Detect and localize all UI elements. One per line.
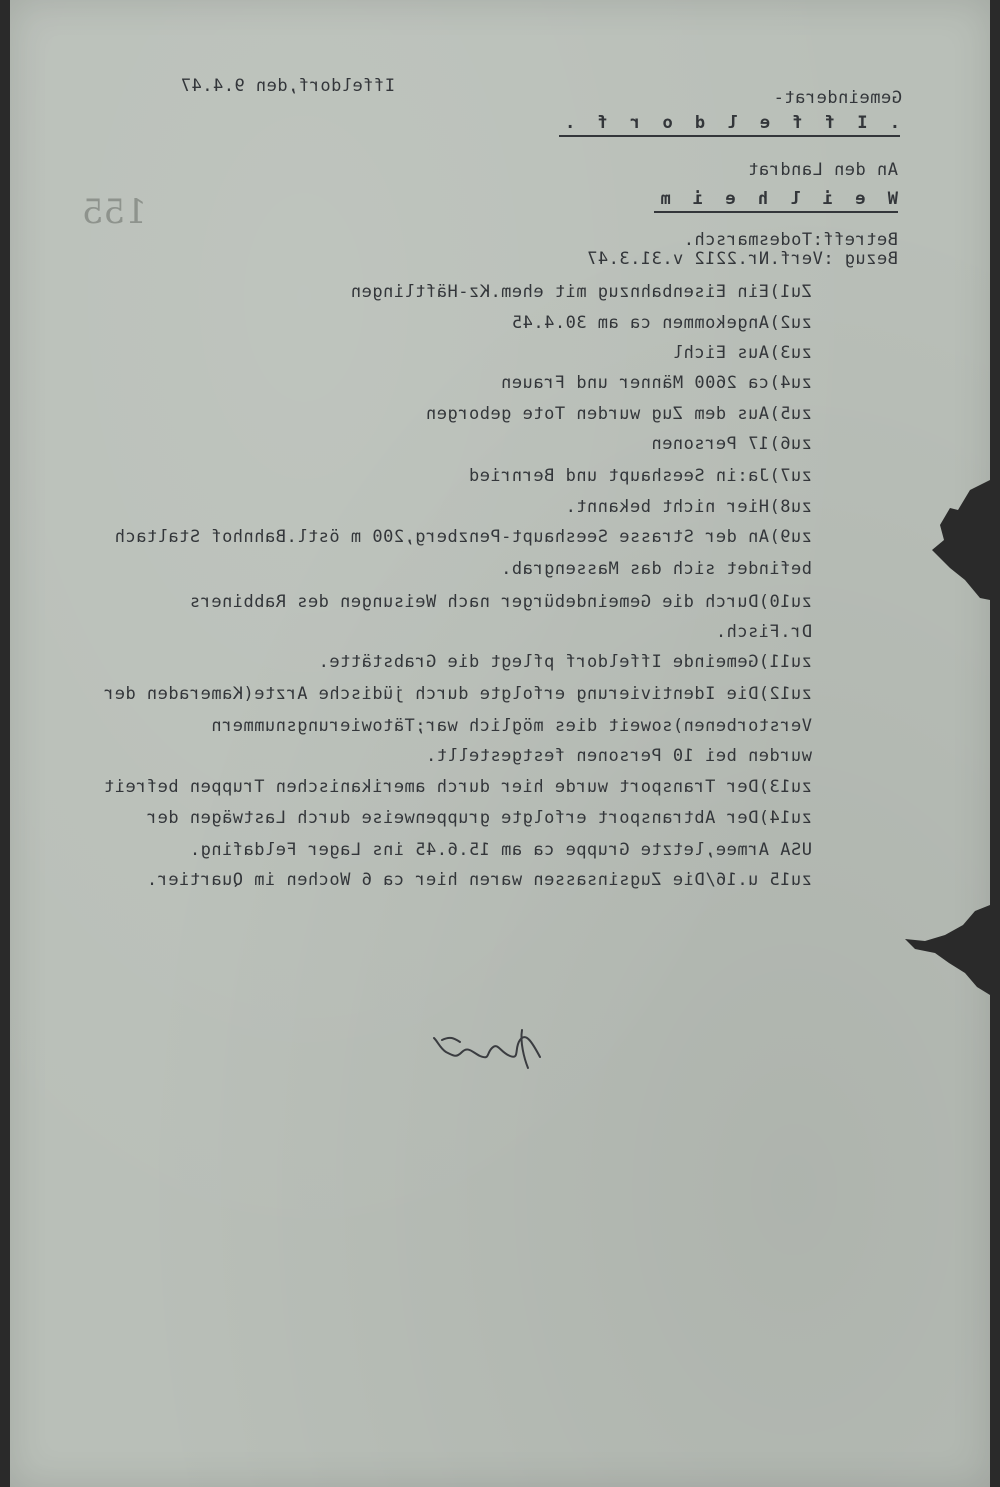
item-6: zu6)17 Personen bbox=[650, 434, 812, 454]
torn-edge-lower bbox=[905, 905, 990, 995]
item-3: zu3)Aus Eichl bbox=[672, 343, 812, 363]
item-2: zu2)Angekommen ca am 30.4.45 bbox=[511, 313, 812, 333]
item-11: zu11)Gemeinde Iffeldorf pflegt die Grabstätte. bbox=[318, 652, 812, 672]
archive-page-number: 155 bbox=[82, 192, 147, 232]
item-14: zu14)Der Abtransport erfolgte gruppenweise durch Lastwägen der bbox=[146, 808, 812, 828]
torn-edge bbox=[910, 480, 990, 600]
recipient-line-1: An den Landrat bbox=[747, 160, 898, 180]
item-8: zu8)Hier nicht bekannt. bbox=[565, 497, 812, 517]
place-date: Iffeldorf,den 9.4.47 bbox=[180, 76, 395, 96]
item-10-cont: Dr.Fisch. bbox=[715, 622, 812, 642]
item-5: zu5)Aus dem Zug wurden Tote geborgen bbox=[425, 404, 812, 424]
item-14-cont: USA Armee,letzte Gruppe ca am 15.6.45 ins Lager Feldafing. bbox=[189, 840, 812, 860]
subject-betreff: Betreff:Todesmarsch. bbox=[683, 230, 898, 250]
item-9-cont: befindet sich das Massengrab. bbox=[500, 559, 812, 579]
mirrored-text-layer bbox=[10, 0, 990, 1487]
item-12: zu12)Die Identivierung erfolgte durch jüdische Arzte(Kameraden der bbox=[103, 684, 812, 704]
item-9: zu9)An der Strasse Seeshaupt-Penzberg,200 m östl.Bahnhof Staltach bbox=[114, 527, 812, 547]
subject-bezug: Bezug :Verf.Nr.2212 v.31.3.47 bbox=[586, 249, 898, 269]
item-7: zu7)Ja:in Seeshaupt und Bernried bbox=[468, 466, 812, 486]
recipient-line-2: W e i l h e i m bbox=[654, 189, 898, 213]
item-15-16: zu15 u.16/Die Zugsinsassen waren hier ca 6 Wochen im Quartier. bbox=[146, 870, 812, 890]
item-4: zu4)ca 2600 Männer und Frauen bbox=[500, 373, 812, 393]
signature bbox=[410, 1012, 550, 1082]
sender-line-1: Gemeinderat- bbox=[773, 88, 902, 108]
item-12-cont-1: Verstorbenen)soweit dies möglich war;Tätowierungsnummern bbox=[210, 716, 812, 736]
item-13: zu13)Der Transport wurde hier durch amerikanischen Truppen befreit bbox=[103, 777, 812, 797]
item-12-cont-2: wurden bei 10 Personen festgestellt. bbox=[425, 746, 812, 766]
item-1: Zu1)Ein Eisenbahnzug mit ehem.Kz-Häftlingen bbox=[350, 282, 812, 302]
sender-line-2: . I f f e l d o r f . bbox=[559, 113, 900, 137]
document-page bbox=[10, 0, 990, 1487]
item-10: zu10)Durch die Gemeindebürger nach Weisungen des Rabbiners bbox=[189, 592, 812, 612]
